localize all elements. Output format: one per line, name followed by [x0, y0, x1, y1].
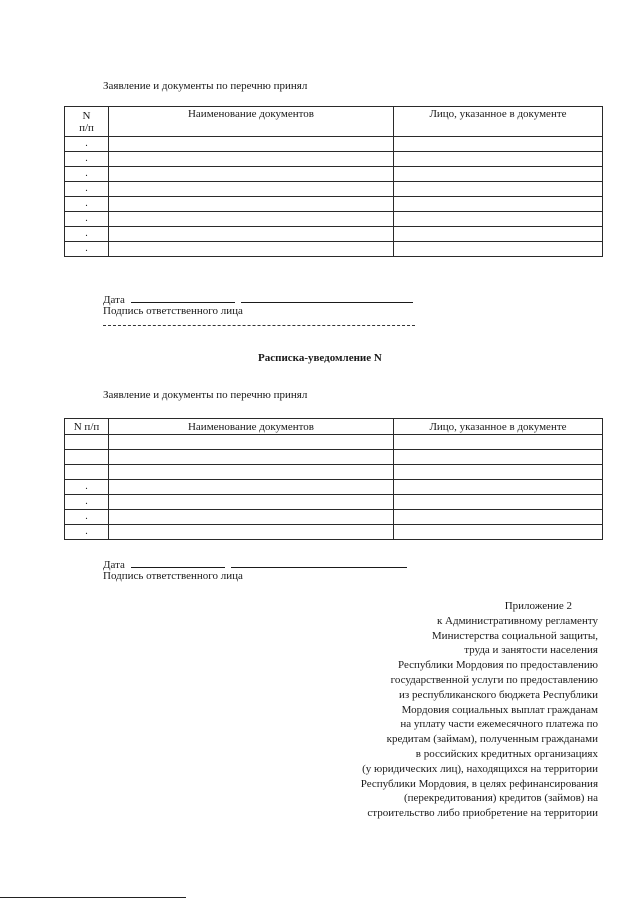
section1-table-row [65, 197, 603, 212]
section1-row-doc-name [109, 137, 394, 152]
section2-name-blank [231, 556, 407, 568]
section2-col-doc-name: Наименование документов [109, 419, 394, 435]
section2-table-row [65, 465, 603, 480]
section2-row-person [394, 465, 603, 480]
section1-row-person [394, 212, 603, 227]
appendix-line: строительство либо приобретение на территории [367, 807, 598, 820]
section1-row-number: . [65, 212, 109, 227]
section1-row-person [394, 167, 603, 182]
section1-row-doc-name [109, 167, 394, 182]
section2-row-person [394, 510, 603, 525]
section1-row-number: . [65, 227, 109, 242]
appendix-line: (перекредитования) кредитов (займов) на [403, 792, 598, 805]
section1-row-person [394, 242, 603, 257]
section1-col-doc-name: Наименование документов [109, 107, 394, 137]
appendix-line: из республиканского бюджета Республики [398, 688, 598, 701]
section2-row-number: . [65, 480, 109, 495]
section2-row-doc-name [109, 480, 394, 495]
section2-row-number [65, 450, 109, 465]
section1-row-number: . [65, 167, 109, 182]
appendix-line: труда и занятости населения [464, 644, 598, 657]
section2-row-number [65, 465, 109, 480]
section2-table-row [65, 525, 603, 540]
section1-table-row [65, 137, 603, 152]
section1-table-row [65, 242, 603, 257]
section2-row-person [394, 435, 603, 450]
section1-col-number: N п/п [65, 107, 109, 137]
section2-documents-table [64, 418, 603, 540]
appendix-line: (у юридических лиц), находящихся на территории [362, 762, 598, 775]
section2-row-doc-name [109, 510, 394, 525]
section2-table-row [65, 495, 603, 510]
section2-row-number: . [65, 495, 109, 510]
section2-row-person [394, 450, 603, 465]
section1-date-blank [131, 291, 235, 303]
section1-table-row [65, 167, 603, 182]
section1-signature-label: Подпись ответственного лица [103, 305, 243, 317]
section1-row-person [394, 152, 603, 167]
appendix-line: Республики Мордовия, в целях рефинансирования [360, 777, 598, 790]
section2-row-person [394, 480, 603, 495]
section1-documents-table [64, 106, 603, 257]
appendix-line: в российских кредитных организациях [415, 747, 598, 760]
section1-row-doc-name [109, 197, 394, 212]
section1-table-row [65, 152, 603, 167]
section1-row-doc-name [109, 212, 394, 227]
section2-col-person: Лицо, указанное в документе [394, 419, 603, 435]
section1-table-row [65, 182, 603, 197]
section2-row-number [65, 435, 109, 450]
footnote-rule [0, 897, 186, 898]
section1-row-person [394, 227, 603, 242]
section2-table-row [65, 510, 603, 525]
section1-name-blank [241, 291, 413, 303]
appendix-line: государственной услуги по предоставлению [390, 673, 598, 686]
section1-row-doc-name [109, 152, 394, 167]
section1-date-label: Дата [103, 294, 125, 306]
cut-line [103, 325, 415, 326]
section2-signature-label: Подпись ответственного лица [103, 570, 243, 582]
appendix-line: кредитам (займам), полученным гражданами [386, 733, 598, 746]
section2-row-doc-name [109, 465, 394, 480]
section2-row-doc-name [109, 525, 394, 540]
section1-row-person [394, 137, 603, 152]
section2-row-person [394, 525, 603, 540]
section1-table-row [65, 227, 603, 242]
section2-row-person [394, 495, 603, 510]
section1-table-row [65, 212, 603, 227]
section1-row-number: . [65, 152, 109, 167]
appendix-line: на уплату части ежемесячного платежа по [400, 718, 598, 731]
section1-row-person [394, 197, 603, 212]
section2-row-number: . [65, 510, 109, 525]
section2-intro: Заявление и документы по перечню принял [103, 389, 308, 401]
section2-title: Расписка-уведомление N [258, 352, 382, 364]
section1-row-doc-name [109, 227, 394, 242]
appendix-line: к Административному регламенту [436, 614, 598, 627]
section1-row-doc-name [109, 182, 394, 197]
section2-date-blank [131, 556, 225, 568]
section1-row-number: . [65, 197, 109, 212]
appendix-line: Приложение 2 [504, 600, 572, 612]
section1-row-number: . [65, 242, 109, 257]
section1-row-person [394, 182, 603, 197]
section1-intro: Заявление и документы по перечню принял [103, 80, 308, 92]
section2-row-number: . [65, 525, 109, 540]
section2-table-row [65, 435, 603, 450]
appendix-line: Министерства социальной защиты, [431, 629, 598, 642]
section1-row-doc-name [109, 242, 394, 257]
section1-row-number: . [65, 137, 109, 152]
appendix-line: Республики Мордовия по предоставлению [397, 659, 598, 672]
section1-col-person: Лицо, указанное в документе [394, 107, 603, 137]
section2-date-label: Дата [103, 559, 125, 571]
section2-table-row [65, 450, 603, 465]
section2-col-number: N п/п [65, 419, 109, 435]
section2-row-doc-name [109, 435, 394, 450]
appendix-line: Мордовия социальных выплат гражданам [401, 703, 598, 716]
appendix-block [278, 599, 598, 821]
section2-row-doc-name [109, 495, 394, 510]
section1-row-number: . [65, 182, 109, 197]
section2-table-row [65, 480, 603, 495]
section2-row-doc-name [109, 450, 394, 465]
